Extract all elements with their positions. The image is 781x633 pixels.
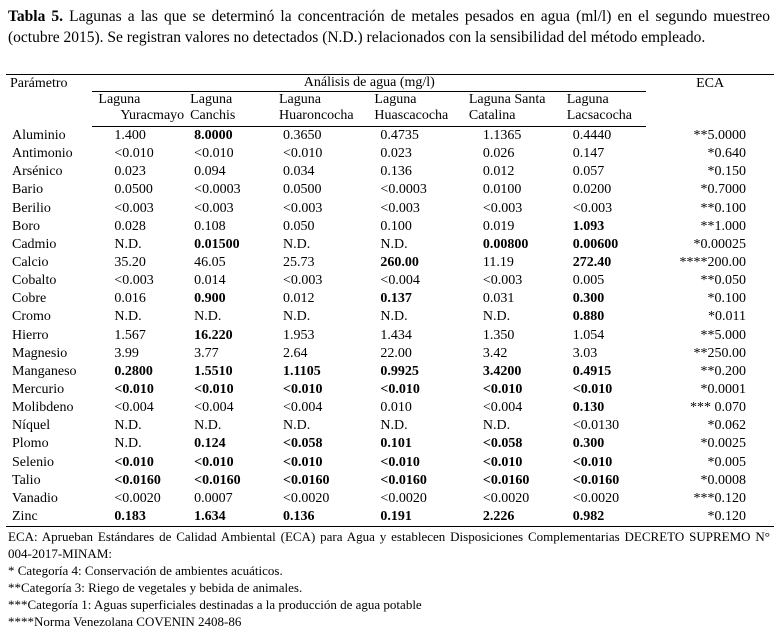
parameter-name: Mercurio bbox=[12, 382, 65, 398]
eca-value: *0.120 bbox=[646, 508, 774, 527]
parameter-name: Cromo bbox=[12, 309, 51, 325]
parameter-name: Plomo bbox=[12, 436, 49, 452]
value-cell: 0.130 bbox=[572, 400, 605, 416]
value-cell: 25.73 bbox=[282, 255, 315, 271]
value-cell: <0.003 bbox=[114, 200, 154, 216]
value-cell: 0.147 bbox=[572, 146, 605, 162]
value-cell: N.D. bbox=[482, 309, 511, 325]
value-cell: <0.010 bbox=[282, 454, 323, 470]
value-cell: 11.19 bbox=[482, 255, 514, 271]
eca-value: **5.0000 bbox=[693, 127, 746, 143]
table-row bbox=[6, 236, 774, 254]
table-body bbox=[6, 127, 774, 527]
eca-value: *0.150 bbox=[707, 164, 746, 180]
value-cell: 1.953 bbox=[282, 327, 315, 343]
lake-header-2 bbox=[184, 92, 273, 127]
value-cell: <0.0160 bbox=[482, 472, 530, 488]
value-cell: N.D. bbox=[282, 418, 311, 434]
table-row bbox=[6, 272, 774, 290]
table-caption bbox=[8, 6, 770, 48]
value-cell: 0.4915 bbox=[572, 363, 612, 379]
value-cell: 0.124 bbox=[194, 436, 226, 452]
parameter-name: Selenio bbox=[12, 454, 54, 470]
eca-value: *0.00025 bbox=[693, 236, 746, 252]
eca-value: *0.7000 bbox=[700, 182, 746, 198]
value-cell: <0.010 bbox=[114, 146, 154, 162]
value-cell: 16.220 bbox=[194, 327, 233, 343]
eca-value: ****200.00 bbox=[679, 255, 746, 271]
parameter-name: Magnesio bbox=[12, 345, 68, 361]
value-cell: 0.880 bbox=[572, 309, 605, 325]
parameter-name: Boro bbox=[12, 218, 40, 234]
value-cell: 8.0000 bbox=[194, 128, 233, 144]
table-row bbox=[6, 200, 774, 218]
value-cell: 260.00 bbox=[380, 255, 419, 271]
value-cell: N.D. bbox=[194, 309, 222, 325]
value-cell: N.D. bbox=[380, 418, 408, 434]
table-row bbox=[6, 308, 774, 326]
table-row bbox=[6, 508, 774, 527]
note-line: **Categoría 3: Riego de vegetales y bebida de animales. bbox=[8, 580, 303, 595]
value-cell: 0.005 bbox=[572, 273, 605, 289]
parameter-name: Manganeso bbox=[12, 363, 77, 379]
table-row bbox=[6, 345, 774, 363]
parameter-name: Cadmio bbox=[12, 236, 57, 252]
caption-text: Lagunas a las que se determinó la concentración de metales pesados en agua (ml/l) en el segundo muestreo (octubre 2015). Se registran valores no detectados (N.D.) relacionados con la sensibilidad del método empleado. bbox=[8, 8, 771, 46]
value-cell: 0.0007 bbox=[194, 490, 233, 506]
table-row bbox=[6, 490, 774, 508]
value-cell: 35.20 bbox=[114, 255, 146, 271]
parameter-name: Cobre bbox=[12, 291, 47, 307]
value-cell: 0.9925 bbox=[380, 363, 419, 379]
value-cell: N.D. bbox=[114, 436, 142, 452]
value-cell: <0.0003 bbox=[380, 182, 427, 198]
value-cell: 0.0500 bbox=[282, 182, 322, 198]
note-line: * Categoría 4: Conservación de ambientes acuáticos. bbox=[8, 563, 283, 578]
value-cell: <0.004 bbox=[380, 273, 420, 289]
value-cell: N.D. bbox=[282, 309, 311, 325]
table-row bbox=[6, 181, 774, 199]
value-cell: <0.003 bbox=[572, 200, 613, 216]
value-cell: <0.010 bbox=[482, 382, 523, 398]
value-cell: N.D. bbox=[482, 418, 511, 434]
eca-value: **1.000 bbox=[700, 218, 746, 234]
value-cell: <0.0160 bbox=[572, 472, 620, 488]
value-cell: 0.016 bbox=[114, 291, 146, 307]
parameter-name: Zinc bbox=[6, 508, 92, 527]
value-cell: 0.982 bbox=[561, 508, 646, 527]
value-cell: <0.003 bbox=[282, 200, 323, 216]
parameter-name: Cobalto bbox=[12, 273, 57, 289]
value-cell: 0.300 bbox=[572, 436, 605, 452]
value-cell: <0.010 bbox=[114, 382, 154, 398]
value-cell: <0.0020 bbox=[482, 490, 530, 506]
value-cell: N.D. bbox=[114, 309, 142, 325]
value-cell: 0.183 bbox=[92, 508, 184, 527]
value-cell: <0.0160 bbox=[282, 472, 330, 488]
value-cell: <0.0160 bbox=[380, 472, 427, 488]
lake-header-5 bbox=[463, 92, 561, 127]
value-cell: 1.054 bbox=[572, 327, 605, 343]
table-row bbox=[6, 399, 774, 417]
value-cell: 1.350 bbox=[482, 327, 515, 343]
value-cell: <0.003 bbox=[482, 273, 523, 289]
eca-value: **0.200 bbox=[700, 363, 746, 379]
value-cell: 0.4440 bbox=[572, 128, 612, 144]
value-cell: 0.050 bbox=[282, 218, 315, 234]
parameter-name: Hierro bbox=[12, 327, 49, 343]
value-cell: <0.0020 bbox=[282, 490, 330, 506]
eca-value: *0.640 bbox=[707, 146, 746, 162]
value-cell: 1.434 bbox=[380, 327, 412, 343]
value-cell: <0.0160 bbox=[194, 472, 241, 488]
value-cell: <0.010 bbox=[572, 454, 613, 470]
table-row bbox=[6, 290, 774, 308]
value-cell: <0.010 bbox=[482, 454, 523, 470]
parameter-name: Bario bbox=[12, 182, 44, 198]
parameter-header: Parámetro bbox=[6, 75, 92, 127]
value-cell: 0.057 bbox=[572, 164, 605, 180]
value-cell: 0.191 bbox=[368, 508, 462, 527]
value-cell: 0.2800 bbox=[114, 363, 153, 379]
parameter-name: Antimonio bbox=[12, 146, 73, 162]
note-line: ECA: Aprueban Estándares de Calidad Ambiental (ECA) para Agua y establecen Disposiciones Complementarias DECRETO SUPREMO N° 004-2017-MINAM: bbox=[8, 529, 770, 561]
eca-header: ECA bbox=[646, 75, 774, 127]
value-cell: N.D. bbox=[194, 418, 222, 434]
value-cell: 0.0100 bbox=[482, 182, 522, 198]
value-cell: 2.64 bbox=[282, 345, 308, 361]
eca-value: **250.00 bbox=[693, 345, 746, 361]
value-cell: 22.00 bbox=[380, 345, 412, 361]
value-cell: 1.634 bbox=[184, 508, 273, 527]
value-cell: <0.010 bbox=[194, 146, 234, 162]
eca-value: **0.100 bbox=[700, 200, 746, 216]
value-cell: 3.99 bbox=[114, 345, 139, 361]
eca-value: **0.050 bbox=[700, 273, 746, 289]
eca-value: *0.100 bbox=[707, 291, 746, 307]
table-row bbox=[6, 163, 774, 181]
lake-header-line2: Yuracmayo bbox=[120, 108, 185, 123]
value-cell: 0.012 bbox=[482, 164, 515, 180]
parameter-name: Arsénico bbox=[12, 164, 63, 180]
lake-header-line1: Laguna bbox=[374, 92, 417, 107]
value-cell: 0.136 bbox=[380, 164, 412, 180]
value-cell: <0.010 bbox=[194, 454, 234, 470]
value-cell: <0.010 bbox=[282, 146, 323, 162]
lake-header-line2: Catalina bbox=[468, 108, 516, 123]
metals-table bbox=[6, 74, 774, 527]
table-row bbox=[6, 435, 774, 453]
lake-header-line1: Laguna bbox=[278, 92, 321, 107]
value-cell: <0.004 bbox=[482, 400, 523, 416]
value-cell: <0.058 bbox=[482, 436, 523, 452]
value-cell: 46.05 bbox=[194, 255, 226, 271]
eca-value: *0.0001 bbox=[700, 382, 746, 398]
value-cell: 1.400 bbox=[114, 128, 146, 144]
value-cell: 0.00800 bbox=[482, 236, 529, 252]
lake-header-line2: Lacsacocha bbox=[566, 108, 633, 123]
value-cell: 0.136 bbox=[273, 508, 368, 527]
value-cell: 3.42 bbox=[482, 345, 508, 361]
value-cell: 0.094 bbox=[194, 164, 226, 180]
lake-header-3 bbox=[273, 92, 368, 127]
value-cell: <0.0020 bbox=[114, 490, 161, 506]
header-row-group bbox=[6, 75, 774, 92]
caption-label: Tabla 5. bbox=[8, 8, 64, 25]
value-cell: N.D. bbox=[282, 236, 311, 252]
lake-header-6 bbox=[561, 92, 646, 127]
value-cell: <0.0020 bbox=[380, 490, 427, 506]
eca-value: *0.0025 bbox=[700, 436, 746, 452]
eca-value: *0.062 bbox=[707, 418, 746, 434]
analysis-group-header: Análisis de agua (mg/l) bbox=[92, 75, 646, 92]
value-cell: 1.1365 bbox=[482, 128, 522, 144]
value-cell: N.D. bbox=[380, 236, 408, 252]
value-cell: <0.010 bbox=[194, 382, 234, 398]
value-cell: 0.028 bbox=[114, 218, 146, 234]
parameter-name: Berilio bbox=[12, 200, 51, 216]
parameter-name: Molibdeno bbox=[12, 400, 74, 416]
value-cell: 0.031 bbox=[482, 291, 515, 307]
value-cell: N.D. bbox=[380, 309, 408, 325]
eca-value: *0.011 bbox=[708, 309, 746, 325]
table-row bbox=[6, 254, 774, 272]
value-cell: 0.3650 bbox=[282, 128, 322, 144]
value-cell: <0.004 bbox=[194, 400, 234, 416]
value-cell: N.D. bbox=[114, 236, 142, 252]
lake-header-line1: Laguna Santa bbox=[468, 92, 546, 107]
parameter-name: Calcio bbox=[12, 255, 49, 271]
value-cell: <0.010 bbox=[380, 382, 420, 398]
value-cell: <0.010 bbox=[380, 454, 420, 470]
value-cell: 0.108 bbox=[194, 218, 226, 234]
eca-value: *** 0.070 bbox=[690, 400, 746, 416]
lake-header-line1: Laguna bbox=[566, 92, 609, 107]
value-cell: 0.100 bbox=[380, 218, 412, 234]
eca-value: ***0.120 bbox=[693, 490, 746, 506]
value-cell: <0.0003 bbox=[194, 182, 241, 198]
value-cell: 3.4200 bbox=[482, 363, 522, 379]
value-cell: <0.004 bbox=[114, 400, 154, 416]
value-cell: 0.012 bbox=[282, 291, 315, 307]
value-cell: 0.019 bbox=[482, 218, 515, 234]
note-line: ****Norma Venezolana COVENIN 2408-86 bbox=[8, 614, 242, 629]
value-cell: <0.003 bbox=[380, 200, 420, 216]
value-cell: 0.4735 bbox=[380, 128, 419, 144]
value-cell: <0.010 bbox=[114, 454, 154, 470]
value-cell: <0.0020 bbox=[572, 490, 620, 506]
value-cell: 3.77 bbox=[194, 345, 219, 361]
value-cell: 3.03 bbox=[572, 345, 598, 361]
value-cell: 0.014 bbox=[194, 273, 226, 289]
value-cell: <0.003 bbox=[482, 200, 523, 216]
parameter-name: Níquel bbox=[12, 418, 51, 434]
value-cell: N.D. bbox=[114, 418, 142, 434]
eca-value: *0.0008 bbox=[700, 472, 746, 488]
value-cell: <0.010 bbox=[282, 382, 323, 398]
value-cell: 0.0500 bbox=[114, 182, 153, 198]
lake-header-line2: Canchis bbox=[190, 108, 236, 123]
table-row bbox=[6, 127, 774, 146]
table-row bbox=[6, 145, 774, 163]
lake-header-line2: Huascacocha bbox=[374, 108, 449, 123]
lake-header-line1: Laguna bbox=[190, 92, 233, 107]
value-cell: 0.026 bbox=[482, 146, 515, 162]
table-row bbox=[6, 218, 774, 236]
table-row bbox=[6, 417, 774, 435]
table-row bbox=[6, 327, 774, 345]
value-cell: <0.003 bbox=[114, 273, 154, 289]
value-cell: 0.01500 bbox=[194, 236, 240, 252]
value-cell: 0.101 bbox=[380, 436, 412, 452]
value-cell: 1.5510 bbox=[194, 363, 233, 379]
note-line: ***Categoría 1: Aguas superficiales destinadas a la producción de agua potable bbox=[8, 597, 422, 612]
lake-header-line1: Laguna bbox=[98, 92, 141, 107]
table-notes bbox=[8, 528, 770, 630]
value-cell: 0.023 bbox=[114, 164, 146, 180]
parameter-name: Aluminio bbox=[12, 127, 66, 143]
table-row bbox=[6, 381, 774, 399]
table-row bbox=[6, 363, 774, 381]
value-cell: <0.003 bbox=[194, 200, 234, 216]
value-cell: 1.1105 bbox=[282, 363, 321, 379]
value-cell: 0.900 bbox=[194, 291, 226, 307]
value-cell: <0.058 bbox=[282, 436, 323, 452]
value-cell: 1.093 bbox=[572, 218, 605, 234]
value-cell: 0.0200 bbox=[572, 182, 612, 198]
parameter-name: Vanadio bbox=[12, 490, 58, 506]
lake-header-4 bbox=[368, 92, 462, 127]
value-cell: <0.0160 bbox=[114, 472, 161, 488]
lake-header-1 bbox=[92, 92, 184, 127]
value-cell: <0.0130 bbox=[572, 418, 620, 434]
parameter-name: Talio bbox=[12, 472, 41, 488]
value-cell: <0.004 bbox=[282, 400, 323, 416]
table-row bbox=[6, 454, 774, 472]
value-cell: 0.023 bbox=[380, 146, 412, 162]
value-cell: 0.300 bbox=[572, 291, 605, 307]
value-cell: 0.137 bbox=[380, 291, 412, 307]
value-cell: 2.226 bbox=[463, 508, 561, 527]
eca-value: *0.005 bbox=[707, 454, 746, 470]
value-cell: 0.034 bbox=[282, 164, 315, 180]
value-cell: 0.00600 bbox=[572, 236, 619, 252]
table-row bbox=[6, 472, 774, 490]
value-cell: 0.010 bbox=[380, 400, 412, 416]
value-cell: 272.40 bbox=[572, 255, 612, 271]
value-cell: 1.567 bbox=[114, 327, 146, 343]
lake-header-line2: Huaroncocha bbox=[278, 108, 354, 123]
value-cell: <0.003 bbox=[282, 273, 323, 289]
eca-value: **5.000 bbox=[700, 327, 746, 343]
value-cell: <0.010 bbox=[572, 382, 613, 398]
